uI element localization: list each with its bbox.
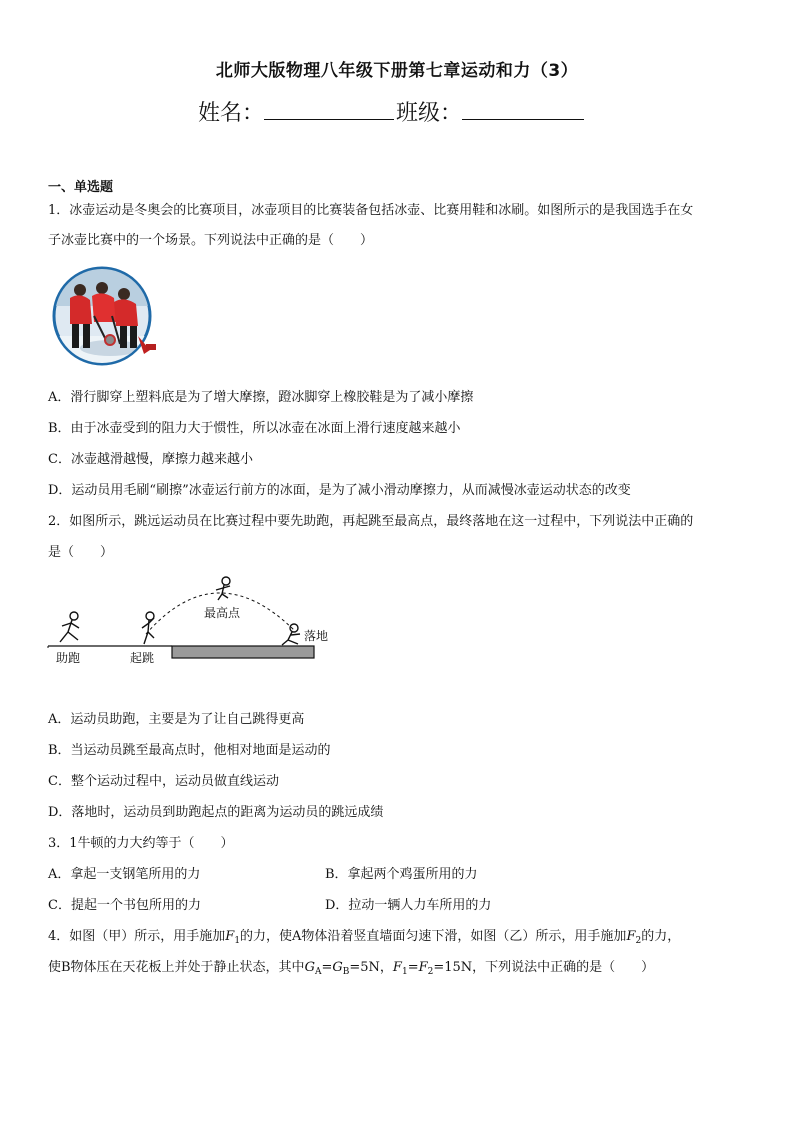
name-blank[interactable] <box>264 97 394 120</box>
q1-option-b[interactable]: B．由于冰壶受到的阻力大于惯性，所以冰壶在冰面上滑行速度越来越小 <box>48 421 461 436</box>
q3-stem: 3．1牛顿的力大约等于（ ） <box>48 836 234 851</box>
q2-stem-line2: 是（ ） <box>48 545 114 560</box>
q3-option-c[interactable]: C．提起一个书包所用的力 <box>48 898 201 913</box>
label-run: 助跑 <box>56 651 81 665</box>
label-takeoff: 起跳 <box>130 651 155 665</box>
q3-option-d[interactable]: D．拉动一辆人力车所用的力 <box>325 898 492 913</box>
q1-stem-line1: 1．冰壶运动是冬奥会的比赛项目，冰壶项目的比赛装备包括冰壶、比赛用鞋和冰刷。如图所示的是我国选手在女 <box>48 203 694 218</box>
q2-option-b[interactable]: B．当运动员跳至最高点时，他相对地面是运动的 <box>48 743 331 758</box>
label-land: 落地 <box>304 629 329 643</box>
q1-option-d[interactable]: D．运动员用毛刷“刷擦”冰壶运行前方的冰面，是为了减小滑动摩擦力，从而减慢冰壶运动状态的改变 <box>48 483 631 498</box>
q3-option-a[interactable]: A．拿起一支钢笔所用的力 <box>48 867 201 882</box>
q2-stem-line1: 2．如图所示，跳远运动员在比赛过程中要先助跑，再起跳至最高点，最终落地在这一过程中，下列说法中正确的 <box>48 514 694 529</box>
document-title: 北师大版物理八年级下册第七章运动和力（3） <box>215 61 579 81</box>
peak-figure <box>216 577 230 600</box>
label-peak: 最高点 <box>204 606 241 620</box>
q3-option-b[interactable]: B．拿起两个鸡蛋所用的力 <box>325 867 478 882</box>
class-blank[interactable] <box>462 97 584 120</box>
q4-stem-line2: 使B物体压在天花板上并处于静止状态，其中$G_A=G_B=5N$，$F_1=F_2=15N$，下列说法中正确的是（ ） <box>48 960 655 977</box>
student-info-line <box>198 96 586 127</box>
q2-option-c[interactable]: C．整个运动过程中，运动员做直线运动 <box>48 774 279 789</box>
takeoff-figure <box>142 612 154 644</box>
q2-option-d[interactable]: D．落地时，运动员到助跑起点的距离为运动员的跳远成绩 <box>48 805 384 820</box>
runner-figure <box>60 612 79 642</box>
q4-stem-line1: 4．如图（甲）所示，用手施加$F_1$的力，使A物体沿着竖直墙面匀速下滑，如图（乙）所示，用手施加$F_2$的力， <box>48 929 681 946</box>
q1-option-c[interactable]: C．冰壶越滑越慢，摩擦力越来越小 <box>48 452 253 467</box>
q1-stem-line2: 子冰壶比赛中的一个场景。下列说法中正确的是（ ） <box>48 233 374 248</box>
class-label: 班级： <box>396 101 463 126</box>
long-jump-diagram <box>46 572 336 668</box>
curling-photo <box>50 266 166 366</box>
q2-option-a[interactable]: A．运动员助跑，主要是为了让自己跳得更高 <box>48 712 305 727</box>
section-heading: 一、单选题 <box>48 180 114 195</box>
name-label: 姓名： <box>198 101 265 126</box>
q1-option-a[interactable]: A．滑行脚穿上塑料底是为了增大摩擦，蹬冰脚穿上橡胶鞋是为了减小摩擦 <box>48 390 474 405</box>
